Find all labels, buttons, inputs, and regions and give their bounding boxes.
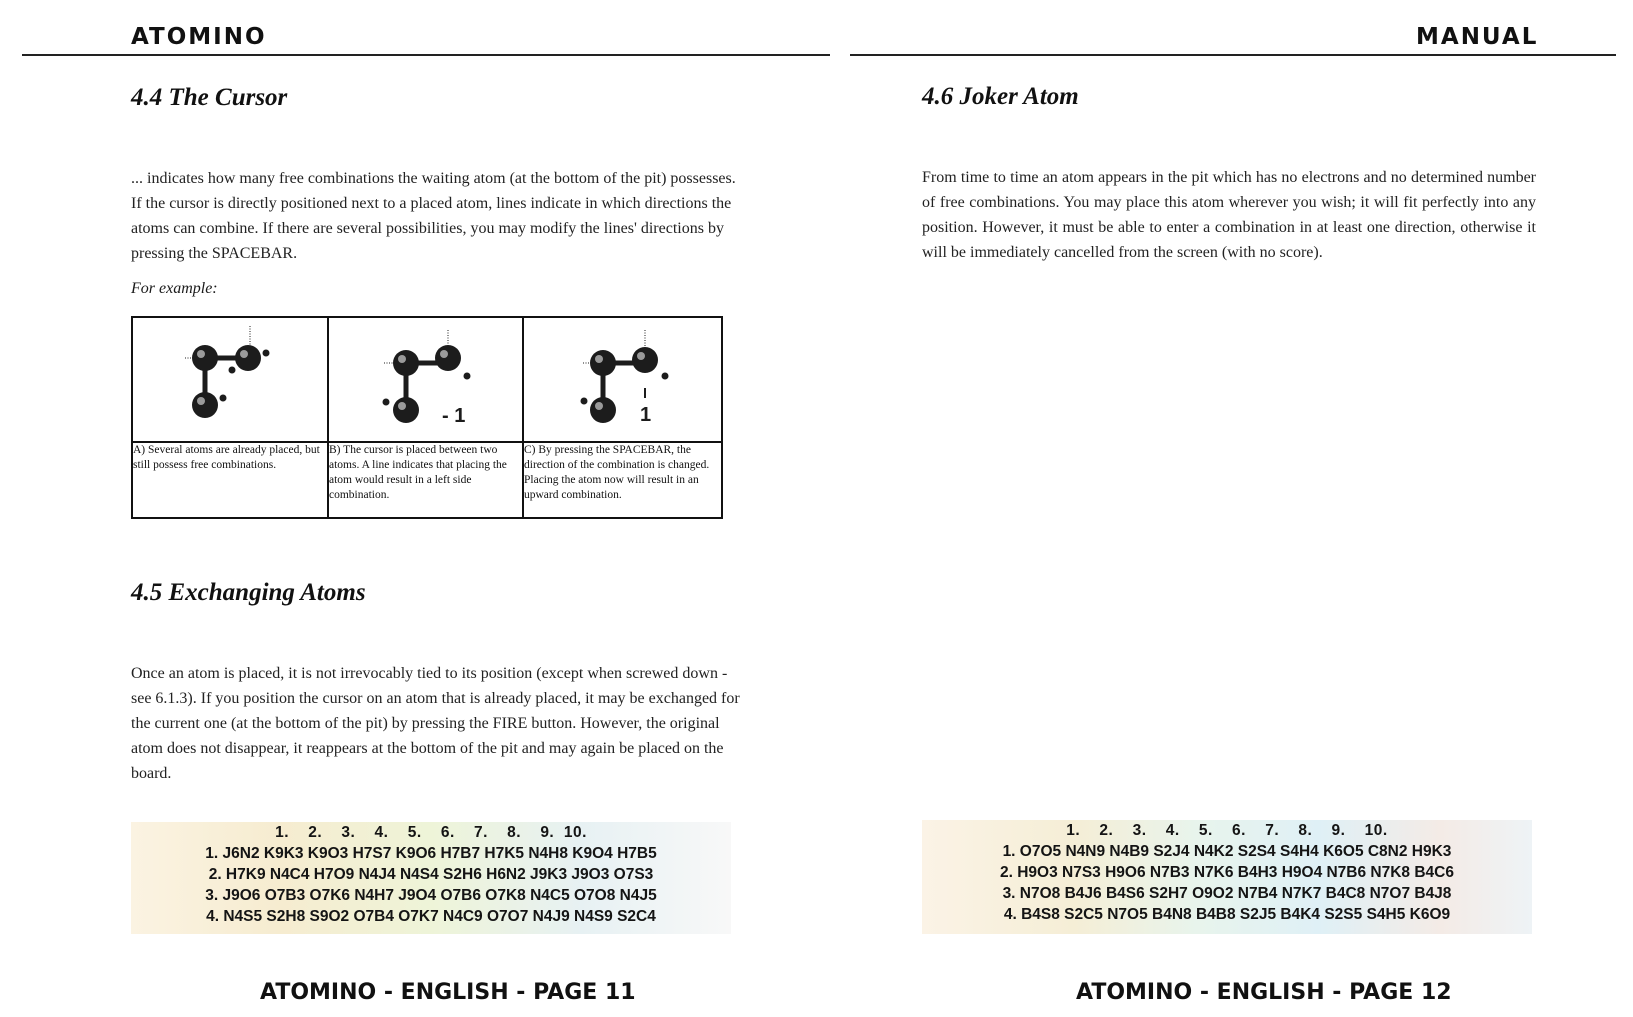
panel-a-caption: A) Several atoms are already placed, but still possess free combinations. (132, 442, 328, 518)
section-heading-cursor: 4.4 The Cursor (131, 84, 288, 111)
joker-body-text: From time to time an atom appears in the pit which has no electrons and no determined number of free combinations. You may place this atom wherever you wish; it will fit perfectly into any position. However, it must be able to enter a combination in at least one direction, otherwise it will be immediately cancelled from the screen (with no score). (922, 169, 1536, 261)
cursor-example-figure (131, 316, 723, 519)
section-heading-joker: 4.6 Joker Atom (922, 83, 1079, 110)
panel-c-marker: 1 (639, 404, 651, 426)
panel-c-caption: C) By pressing the SPACEBAR, the direction of the combination is changed. Placing the atom now will result in an upward combination. (523, 442, 722, 518)
code-row: 4. B4S8 S2C5 N7O5 B4N8 B4B8 S2J5 B4K4 S2S5 S4H5 K6O9 (1003, 906, 1451, 923)
code-row: 4. N4S5 S2H8 S9O2 O7B4 O7K7 N4C9 O7O7 N4J9 N4S9 S2C4 (206, 908, 656, 925)
cursor-body-text: ... indicates how many free combinations the waiting atom (at the bottom of the pit) possesses. If the cursor is directly positioned next to a placed atom, lines indicate in which directions the atoms can combine. If there are several possibilities, you may modify the lines' directions by pressing the SPACEBAR. (131, 170, 736, 262)
atom-diagram-a (150, 318, 310, 436)
panel-c-illustration (523, 317, 722, 442)
page-footer-right: ATOMINO - ENGLISH - PAGE 12 (1076, 980, 1452, 1005)
panel-b-caption: B) The cursor is placed between two atoms. A line indicates that placing the atom would result in a left side combination. (328, 442, 523, 518)
page-footer-left: ATOMINO - ENGLISH - PAGE 11 (260, 980, 636, 1005)
code-table-left (131, 822, 731, 934)
panel-b-marker: - 1 (441, 405, 465, 427)
exchanging-body-text: Once an atom is placed, it is not irrevocably tied to its position (except when screwed down - see 6.1.3). If you position the cursor on an atom that is already placed, it may be exchanged for the current one (at the bottom of the pit) by pressing the FIRE button. However, the original atom does not disappear, it reappears at the bottom of the pit and may again be placed on the board. (131, 665, 740, 782)
code-table-left-header: 1. 2. 3. 4. 5. 6. 7. 8. 9. 10. (275, 824, 587, 841)
example-label: For example: (131, 280, 218, 297)
code-row: 2. H7K9 N4C4 H7O9 N4J4 N4S4 S2H6 H6N2 J9K3 J9O3 O7S3 (208, 866, 654, 883)
code-row: 1. O7O5 N4N9 N4B9 S2J4 N4K2 S2S4 S4H4 K6O5 C8N2 H9K3 (1002, 843, 1452, 860)
atom-diagram-b (346, 318, 506, 436)
running-header-right: MANUAL (1416, 24, 1539, 50)
code-row: 3. N7O8 B4J6 B4S6 S2H7 O9O2 N7B4 N7K7 B4C8 N7O7 B4J8 (1002, 885, 1452, 902)
header-rule-left (22, 54, 830, 56)
panel-a-illustration (132, 317, 328, 442)
code-row: 1. J6N2 K9K3 K9O3 H7S7 K9O6 H7B7 H7K5 N4H8 K9O4 H7B5 (205, 845, 657, 862)
code-row: 2. H9O3 N7S3 H9O6 N7B3 N7K6 B4H3 H9O4 N7B6 N7K8 B4C6 (999, 864, 1454, 881)
code-row: 3. J9O6 O7B3 O7K6 N4H7 J9O4 O7B6 O7K8 N4C5 O7O8 N4J5 (205, 887, 657, 904)
header-rule-right (850, 54, 1616, 56)
panel-b-illustration (328, 317, 523, 442)
atom-diagram-c (543, 318, 703, 436)
running-header-left: ATOMINO (131, 24, 267, 50)
section-heading-exchanging: 4.5 Exchanging Atoms (131, 579, 366, 606)
code-table-right (922, 820, 1532, 934)
code-table-right-header: 1. 2. 3. 4. 5. 6. 7. 8. 9. 10. (1066, 822, 1388, 839)
